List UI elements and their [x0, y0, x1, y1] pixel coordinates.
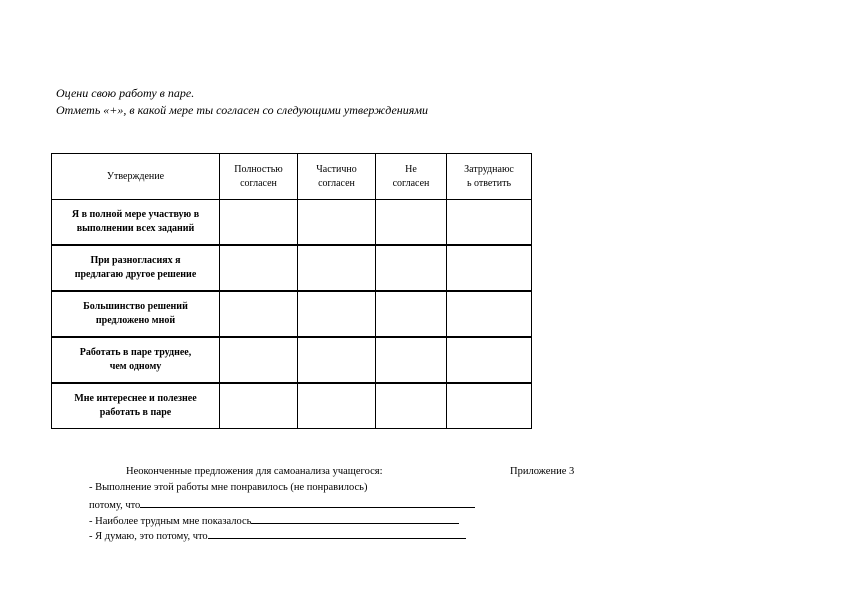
answer-cell[interactable]	[447, 200, 532, 246]
header-disagree: Не согласен	[376, 154, 447, 200]
sentence-line-3	[89, 512, 459, 529]
answer-cell[interactable]	[298, 200, 376, 246]
answer-cell[interactable]	[376, 245, 447, 291]
answer-cell[interactable]	[298, 291, 376, 337]
answer-cell[interactable]	[447, 337, 532, 383]
answer-blank-1[interactable]	[140, 496, 475, 508]
answer-cell[interactable]	[447, 291, 532, 337]
answer-cell[interactable]	[220, 383, 298, 429]
answer-cell[interactable]	[447, 383, 532, 429]
sentence-line-4	[89, 527, 466, 544]
answer-cell[interactable]	[376, 337, 447, 383]
answer-cell[interactable]	[220, 245, 298, 291]
header-row	[52, 154, 532, 200]
table-row	[52, 200, 532, 246]
sentence-line-2-text: потому, что	[89, 500, 141, 511]
answer-cell[interactable]	[376, 383, 447, 429]
table-row	[52, 383, 532, 429]
statement-cell: Мне интереснее и полезнее работать в паре	[52, 383, 220, 429]
answer-cell[interactable]	[298, 337, 376, 383]
answer-blank-3[interactable]	[208, 527, 466, 539]
statement-cell: Большинство решений предложено мной	[52, 291, 220, 337]
answer-cell[interactable]	[298, 245, 376, 291]
answer-blank-2[interactable]	[251, 512, 459, 524]
sentence-line-4-text: - Я думаю, это потому, что	[89, 531, 208, 542]
statement-cell: Я в полной мере участвую в выполнении всех заданий	[52, 200, 220, 246]
answer-cell[interactable]	[298, 383, 376, 429]
instruction-line-1: Оцени свою работу в паре.	[56, 86, 195, 100]
answer-cell[interactable]	[220, 291, 298, 337]
answer-cell[interactable]	[447, 245, 532, 291]
header-statement: Утверждение	[52, 154, 220, 200]
table-row	[52, 291, 532, 337]
answer-cell[interactable]	[220, 337, 298, 383]
appendix-label: Приложение 3	[510, 466, 575, 477]
answer-cell[interactable]	[376, 291, 447, 337]
self-assessment-table	[51, 153, 532, 429]
instructions	[56, 85, 428, 119]
table-row	[52, 337, 532, 383]
instruction-line-2: Отметь «+», в какой мере ты согласен со следующими утверждениями	[56, 103, 428, 117]
sentence-line-1: - Выполнение этой работы мне понравилось (не понравилось)	[89, 482, 368, 493]
statement-cell: Работать в паре труднее, чем одному	[52, 337, 220, 383]
statement-cell: При разногласиях я предлагаю другое решение	[52, 245, 220, 291]
answer-cell[interactable]	[376, 200, 447, 246]
sentence-line-2	[89, 496, 475, 513]
header-partially-agree: Частично согласен	[298, 154, 376, 200]
table-row	[52, 245, 532, 291]
sentence-line-3-text: - Наиболее трудным мне показалось	[89, 516, 252, 527]
header-hard-to-answer: Затруднаюс ь ответить	[447, 154, 532, 200]
unfinished-sentences-heading: Неоконченные предложения для самоанализа учащегося:	[126, 466, 383, 477]
header-fully-agree: Полностью согласен	[220, 154, 298, 200]
answer-cell[interactable]	[220, 200, 298, 246]
